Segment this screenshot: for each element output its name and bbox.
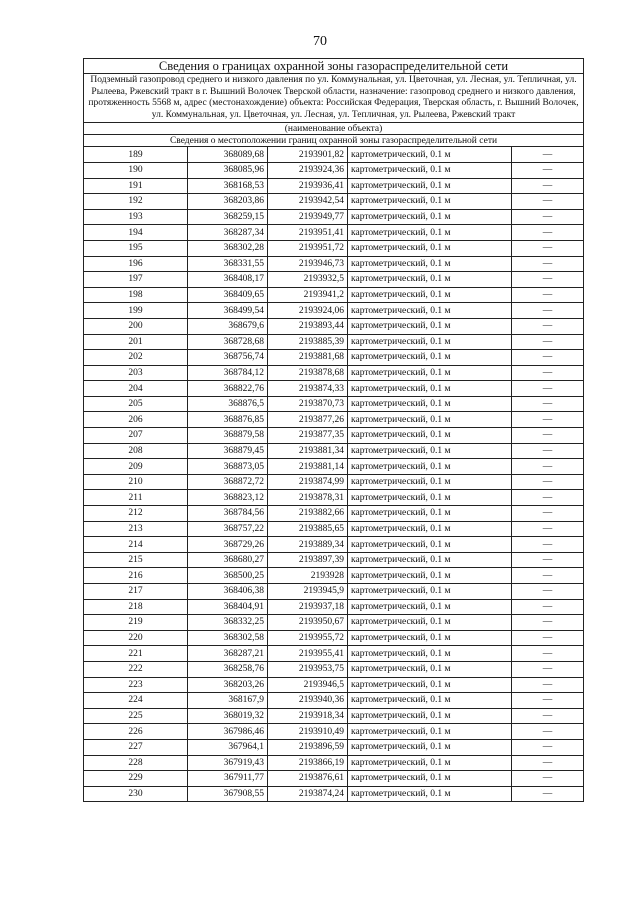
note-cell: — [512,786,584,802]
y-coordinate-cell: 2193936,41 [268,178,348,194]
table-row [84,459,584,475]
y-coordinate-cell: 2193901,82 [268,147,348,163]
method-cell: картометрический, 0.1 м [348,256,512,272]
method-cell: картометрический, 0.1 м [348,677,512,693]
note-cell: — [512,568,584,584]
method-cell: картометрический, 0.1 м [348,428,512,444]
y-coordinate-cell: 2193897,39 [268,552,348,568]
point-number-cell: 223 [84,677,188,693]
point-number-cell: 214 [84,537,188,553]
point-number-cell: 189 [84,147,188,163]
x-coordinate-cell: 368203,26 [188,677,268,693]
table-row [84,771,584,787]
y-coordinate-cell: 2193876,61 [268,771,348,787]
method-cell: картометрический, 0.1 м [348,178,512,194]
note-cell: — [512,256,584,272]
x-coordinate-cell: 368784,56 [188,506,268,522]
x-coordinate-cell: 368085,96 [188,162,268,178]
x-coordinate-cell: 368331,55 [188,256,268,272]
method-cell: картометрический, 0.1 м [348,771,512,787]
y-coordinate-cell: 2193870,73 [268,396,348,412]
y-coordinate-cell: 2193942,54 [268,194,348,210]
method-cell: картометрический, 0.1 м [348,786,512,802]
x-coordinate-cell: 368287,21 [188,646,268,662]
point-number-cell: 228 [84,755,188,771]
object-caption: (наименование объекта) [84,123,584,135]
table-row [84,708,584,724]
x-coordinate-cell: 368167,9 [188,693,268,709]
y-coordinate-cell: 2193885,39 [268,334,348,350]
table-row [84,209,584,225]
point-number-cell: 196 [84,256,188,272]
point-number-cell: 213 [84,521,188,537]
note-cell: — [512,599,584,615]
point-number-cell: 203 [84,365,188,381]
method-cell: картометрический, 0.1 м [348,630,512,646]
note-cell: — [512,365,584,381]
x-coordinate-cell: 368822,76 [188,381,268,397]
note-cell: — [512,584,584,600]
table-title: Сведения о границах охранной зоны газораспределительной сети [84,59,584,74]
note-cell: — [512,708,584,724]
note-cell: — [512,506,584,522]
point-number-cell: 211 [84,490,188,506]
point-number-cell: 201 [84,334,188,350]
method-cell: картометрический, 0.1 м [348,521,512,537]
method-cell: картометрический, 0.1 м [348,396,512,412]
table-row [84,412,584,428]
method-cell: картометрический, 0.1 м [348,739,512,755]
table-row [84,381,584,397]
method-cell: картометрический, 0.1 м [348,272,512,288]
table-row [84,552,584,568]
note-cell: — [512,474,584,490]
note-cell: — [512,334,584,350]
method-cell: картометрический, 0.1 м [348,194,512,210]
note-cell: — [512,178,584,194]
y-coordinate-cell: 2193896,59 [268,739,348,755]
x-coordinate-cell: 368500,25 [188,568,268,584]
x-coordinate-cell: 368332,25 [188,615,268,631]
table-row [84,506,584,522]
point-number-cell: 207 [84,428,188,444]
method-cell: картометрический, 0.1 м [348,552,512,568]
note-cell: — [512,537,584,553]
note-cell: — [512,287,584,303]
method-cell: картометрический, 0.1 м [348,506,512,522]
x-coordinate-cell: 368287,34 [188,225,268,241]
note-cell: — [512,272,584,288]
boundary-table [83,58,584,802]
y-coordinate-cell: 2193946,5 [268,677,348,693]
table-row [84,240,584,256]
note-cell: — [512,646,584,662]
table-row [84,646,584,662]
note-cell: — [512,459,584,475]
method-cell: картометрический, 0.1 м [348,584,512,600]
y-coordinate-cell: 2193953,75 [268,661,348,677]
x-coordinate-cell: 367964,1 [188,739,268,755]
x-coordinate-cell: 368823,12 [188,490,268,506]
point-number-cell: 221 [84,646,188,662]
table-row [84,162,584,178]
y-coordinate-cell: 2193941,2 [268,287,348,303]
point-number-cell: 199 [84,303,188,319]
note-cell: — [512,396,584,412]
method-cell: картометрический, 0.1 м [348,615,512,631]
note-cell: — [512,240,584,256]
method-cell: картометрический, 0.1 м [348,490,512,506]
method-cell: картометрический, 0.1 м [348,334,512,350]
x-coordinate-cell: 368879,45 [188,443,268,459]
table-row [84,178,584,194]
method-cell: картометрический, 0.1 м [348,693,512,709]
y-coordinate-cell: 2193874,99 [268,474,348,490]
note-cell: — [512,162,584,178]
method-cell: картометрический, 0.1 м [348,381,512,397]
note-cell: — [512,443,584,459]
note-cell: — [512,615,584,631]
page-number: 70 [313,34,327,49]
y-coordinate-cell: 2193874,33 [268,381,348,397]
y-coordinate-cell: 2193881,68 [268,350,348,366]
y-coordinate-cell: 2193937,18 [268,599,348,615]
section-title: Сведения о местоположении границ охранной зоны газораспределительной сети [84,135,584,147]
point-number-cell: 216 [84,568,188,584]
method-cell: картометрический, 0.1 м [348,755,512,771]
point-number-cell: 226 [84,724,188,740]
note-cell: — [512,677,584,693]
point-number-cell: 225 [84,708,188,724]
x-coordinate-cell: 367919,43 [188,755,268,771]
note-cell: — [512,225,584,241]
point-number-cell: 230 [84,786,188,802]
table-row [84,334,584,350]
method-cell: картометрический, 0.1 м [348,240,512,256]
method-cell: картометрический, 0.1 м [348,724,512,740]
note-cell: — [512,552,584,568]
x-coordinate-cell: 368680,27 [188,552,268,568]
x-coordinate-cell: 368879,58 [188,428,268,444]
table-row [84,693,584,709]
y-coordinate-cell: 2193881,14 [268,459,348,475]
table-row [84,256,584,272]
point-number-cell: 204 [84,381,188,397]
note-cell: — [512,412,584,428]
point-number-cell: 197 [84,272,188,288]
x-coordinate-cell: 368729,26 [188,537,268,553]
table-row [84,428,584,444]
y-coordinate-cell: 2193874,24 [268,786,348,802]
point-number-cell: 215 [84,552,188,568]
table-row [84,724,584,740]
point-number-cell: 193 [84,209,188,225]
y-coordinate-cell: 2193893,44 [268,318,348,334]
table-row [84,568,584,584]
y-coordinate-cell: 2193946,73 [268,256,348,272]
x-coordinate-cell: 368784,12 [188,365,268,381]
point-number-cell: 219 [84,615,188,631]
x-coordinate-cell: 368499,54 [188,303,268,319]
point-number-cell: 227 [84,739,188,755]
title-row [84,59,584,74]
y-coordinate-cell: 2193866,19 [268,755,348,771]
point-number-cell: 220 [84,630,188,646]
point-number-cell: 198 [84,287,188,303]
x-coordinate-cell: 367908,55 [188,786,268,802]
point-number-cell: 212 [84,506,188,522]
point-number-cell: 209 [84,459,188,475]
note-cell: — [512,350,584,366]
x-coordinate-cell: 368409,65 [188,287,268,303]
point-number-cell: 229 [84,771,188,787]
note-cell: — [512,755,584,771]
y-coordinate-cell: 2193910,49 [268,724,348,740]
table-row [84,365,584,381]
object-name-row [84,74,584,123]
note-cell: — [512,739,584,755]
table-row [84,584,584,600]
x-coordinate-cell: 368756,74 [188,350,268,366]
method-cell: картометрический, 0.1 м [348,443,512,459]
point-number-cell: 202 [84,350,188,366]
point-number-cell: 194 [84,225,188,241]
x-coordinate-cell: 367986,46 [188,724,268,740]
y-coordinate-cell: 2193882,66 [268,506,348,522]
x-coordinate-cell: 368679,6 [188,318,268,334]
y-coordinate-cell: 2193885,65 [268,521,348,537]
x-coordinate-cell: 368168,53 [188,178,268,194]
point-number-cell: 224 [84,693,188,709]
method-cell: картометрический, 0.1 м [348,661,512,677]
table-row [84,615,584,631]
x-coordinate-cell: 368872,72 [188,474,268,490]
method-cell: картометрический, 0.1 м [348,568,512,584]
table-row [84,147,584,163]
y-coordinate-cell: 2193940,36 [268,693,348,709]
table-row [84,786,584,802]
method-cell: картометрический, 0.1 м [348,162,512,178]
point-number-cell: 210 [84,474,188,490]
method-cell: картометрический, 0.1 м [348,365,512,381]
x-coordinate-cell: 368876,5 [188,396,268,412]
table-row [84,225,584,241]
table-row [84,677,584,693]
note-cell: — [512,630,584,646]
note-cell: — [512,147,584,163]
y-coordinate-cell: 2193951,41 [268,225,348,241]
point-number-cell: 195 [84,240,188,256]
y-coordinate-cell: 2193932,5 [268,272,348,288]
x-coordinate-cell: 368757,22 [188,521,268,537]
table-row [84,318,584,334]
x-coordinate-cell: 367911,77 [188,771,268,787]
object-caption-row [84,123,584,135]
x-coordinate-cell: 368728,68 [188,334,268,350]
point-number-cell: 190 [84,162,188,178]
section-title-row [84,135,584,147]
y-coordinate-cell: 2193924,36 [268,162,348,178]
y-coordinate-cell: 2193945,9 [268,584,348,600]
y-coordinate-cell: 2193881,34 [268,443,348,459]
table-row [84,537,584,553]
x-coordinate-cell: 368876,85 [188,412,268,428]
note-cell: — [512,771,584,787]
method-cell: картометрический, 0.1 м [348,708,512,724]
table-row [84,474,584,490]
y-coordinate-cell: 2193924,06 [268,303,348,319]
y-coordinate-cell: 2193950,67 [268,615,348,631]
table-row [84,521,584,537]
y-coordinate-cell: 2193949,77 [268,209,348,225]
point-number-cell: 192 [84,194,188,210]
y-coordinate-cell: 2193877,26 [268,412,348,428]
method-cell: картометрический, 0.1 м [348,474,512,490]
table-row [84,630,584,646]
point-number-cell: 218 [84,599,188,615]
x-coordinate-cell: 368019,32 [188,708,268,724]
table-row [84,739,584,755]
y-coordinate-cell: 2193878,31 [268,490,348,506]
note-cell: — [512,724,584,740]
y-coordinate-cell: 2193877,35 [268,428,348,444]
x-coordinate-cell: 368259,15 [188,209,268,225]
method-cell: картометрический, 0.1 м [348,287,512,303]
note-cell: — [512,209,584,225]
method-cell: картометрический, 0.1 м [348,225,512,241]
note-cell: — [512,303,584,319]
table-row [84,396,584,412]
table-row [84,303,584,319]
method-cell: картометрический, 0.1 м [348,209,512,225]
y-coordinate-cell: 2193889,34 [268,537,348,553]
note-cell: — [512,194,584,210]
method-cell: картометрический, 0.1 м [348,303,512,319]
table-row [84,755,584,771]
y-coordinate-cell: 2193878,68 [268,365,348,381]
note-cell: — [512,661,584,677]
x-coordinate-cell: 368089,68 [188,147,268,163]
point-number-cell: 208 [84,443,188,459]
y-coordinate-cell: 2193918,34 [268,708,348,724]
point-number-cell: 191 [84,178,188,194]
note-cell: — [512,693,584,709]
table-row [84,661,584,677]
method-cell: картометрический, 0.1 м [348,537,512,553]
method-cell: картометрический, 0.1 м [348,599,512,615]
note-cell: — [512,490,584,506]
method-cell: картометрический, 0.1 м [348,318,512,334]
y-coordinate-cell: 2193955,41 [268,646,348,662]
x-coordinate-cell: 368302,58 [188,630,268,646]
table-row [84,443,584,459]
table-row [84,287,584,303]
table-row [84,272,584,288]
x-coordinate-cell: 368408,17 [188,272,268,288]
object-name: Подземный газопровод среднего и низкого давления по ул. Коммунальная, ул. Цветочная, ул. Лесная, ул. Тепличная, ул. Рылеева, Ржевский тракт в г. Вышний Волочек Тверской области, назначение: газопровод среднего и низкого давления, протяженность 5568 м, адрес (местонахождение) объекта: Российская Федерация, Тверская область, г. Вышний Волочек, ул. Коммунальная, ул. Цветочная, ул. Лесная, ул. Тепличная, ул. Рылеева, Ржевский тракт [84,74,584,123]
point-number-cell: 222 [84,661,188,677]
method-cell: картометрический, 0.1 м [348,412,512,428]
note-cell: — [512,521,584,537]
note-cell: — [512,428,584,444]
x-coordinate-cell: 368406,38 [188,584,268,600]
point-number-cell: 205 [84,396,188,412]
x-coordinate-cell: 368873,05 [188,459,268,475]
y-coordinate-cell: 2193928 [268,568,348,584]
method-cell: картометрический, 0.1 м [348,147,512,163]
table-row [84,350,584,366]
point-number-cell: 217 [84,584,188,600]
method-cell: картометрический, 0.1 м [348,459,512,475]
y-coordinate-cell: 2193951,72 [268,240,348,256]
x-coordinate-cell: 368203,86 [188,194,268,210]
y-coordinate-cell: 2193955,72 [268,630,348,646]
table-row [84,194,584,210]
x-coordinate-cell: 368302,28 [188,240,268,256]
method-cell: картометрический, 0.1 м [348,646,512,662]
method-cell: картометрический, 0.1 м [348,350,512,366]
table-row [84,490,584,506]
point-number-cell: 200 [84,318,188,334]
note-cell: — [512,381,584,397]
x-coordinate-cell: 368258,76 [188,661,268,677]
table-row [84,599,584,615]
note-cell: — [512,318,584,334]
point-number-cell: 206 [84,412,188,428]
x-coordinate-cell: 368404,91 [188,599,268,615]
